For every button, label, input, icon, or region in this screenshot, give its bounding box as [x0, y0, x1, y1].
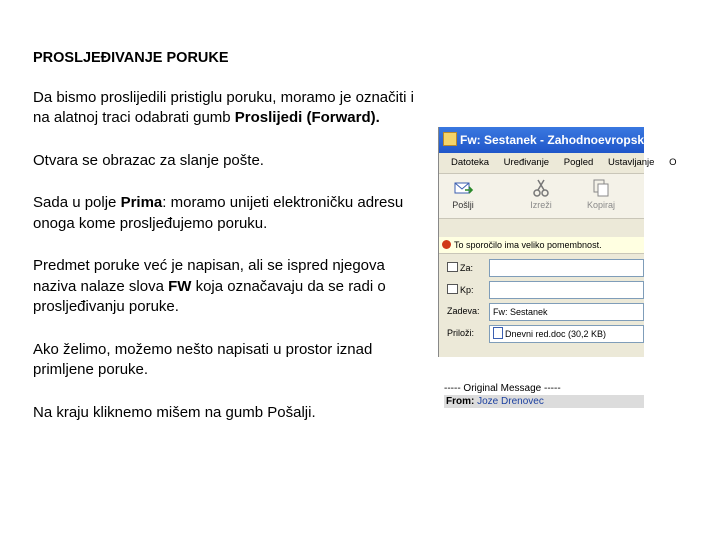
attach-field[interactable]: [489, 325, 644, 343]
paragraph-subject: [33, 256, 423, 318]
subject-input[interactable]: Fw: Sestanek: [489, 303, 644, 321]
emphasis-fw: FW: [168, 277, 192, 295]
attach-label: Priloži:: [447, 328, 475, 338]
importance-infobar: [439, 237, 644, 254]
attachment-name: Dnevni red.doc (30,2 KB): [505, 329, 607, 339]
emphasis-forward: Proslijedi (Forward).: [234, 109, 380, 126]
menu-bar: [439, 153, 677, 174]
send-button[interactable]: [443, 178, 483, 210]
menu-item-file[interactable]: Datoteka: [451, 157, 490, 168]
document-icon: [493, 327, 503, 339]
subject-row: [443, 302, 644, 321]
original-message-separator: ----- Original Message -----: [444, 383, 561, 394]
paragraph-text: Sada u polje: [33, 194, 121, 211]
from-label: From:: [446, 396, 475, 407]
copy-label: Kopiraj: [586, 200, 615, 210]
to-row: [443, 258, 644, 277]
paragraph-write: Ako želimo, možemo nešto napisati u prostor iznad primljene poruke.: [33, 340, 373, 378]
subject-label: Zadeva:: [447, 306, 480, 316]
to-input[interactable]: [489, 259, 644, 277]
cc-label-text: Kp:: [460, 285, 474, 295]
from-value: Joze Drenovec: [477, 396, 544, 407]
importance-text: To sporočilo ima veliko pomembnost.: [454, 240, 602, 250]
menu-item-insert[interactable]: Ustavljanje: [607, 157, 655, 168]
cut-button[interactable]: [521, 178, 561, 210]
address-book-icon: [447, 262, 458, 272]
menu-item-more[interactable]: O: [669, 157, 677, 168]
address-book-icon: [447, 284, 458, 294]
menu-item-edit[interactable]: Uređivanje: [503, 157, 550, 168]
page-title: PROSLJEĐIVANJE PORUKE: [33, 50, 229, 66]
cc-row: [443, 280, 644, 299]
send-label: Pošlji: [452, 200, 474, 210]
paragraph-send: Na kraju kliknemo mišem na gumb Pošalji.: [33, 403, 316, 421]
paragraph-recipient: [33, 193, 423, 234]
original-message-block: [444, 382, 644, 408]
header-fields: [439, 254, 644, 343]
instruction-text: [33, 48, 423, 445]
paragraph-text: Da bismo proslijedili pristiglu poruku, moramo je označiti i na alatnoj traci odabrati gumb: [33, 88, 414, 126]
attach-row: [443, 324, 644, 343]
cc-input[interactable]: [489, 281, 644, 299]
to-label-text: Za:: [460, 263, 474, 273]
paragraph-forward: [33, 88, 423, 129]
toolbar: [439, 174, 644, 219]
window-titlebar: [439, 127, 684, 153]
cut-label: Izreži: [530, 200, 552, 210]
send-icon: [453, 178, 473, 198]
envelope-icon: [443, 132, 457, 146]
menu-item-view[interactable]: Pogled: [563, 157, 594, 168]
emphasis-to: Prima: [120, 194, 163, 211]
cc-label[interactable]: [447, 284, 474, 295]
copy-icon: [591, 178, 611, 198]
copy-button[interactable]: [581, 178, 621, 210]
warning-icon: [442, 240, 451, 249]
paragraph-text: Predmet poruke već je napisan, ali se ispred njegova naziva nalaze slova: [33, 257, 385, 295]
paragraph-text: : moramo unijeti elektroničku adresu onoga kome prosljeđujemo poruku.: [33, 194, 404, 232]
paragraph-text: koja označavaju da se radi o prosljeđivanju poruke.: [33, 277, 386, 315]
paragraph-form: Otvara se obrazac za slanje pošte.: [33, 151, 264, 169]
scissors-icon: [531, 178, 551, 198]
window-title: Fw: Sestanek - Zahodnoevropsko (ISO): [460, 133, 684, 147]
to-label[interactable]: [447, 262, 473, 273]
from-line: [444, 395, 644, 408]
mail-window-screenshot: [438, 127, 684, 357]
